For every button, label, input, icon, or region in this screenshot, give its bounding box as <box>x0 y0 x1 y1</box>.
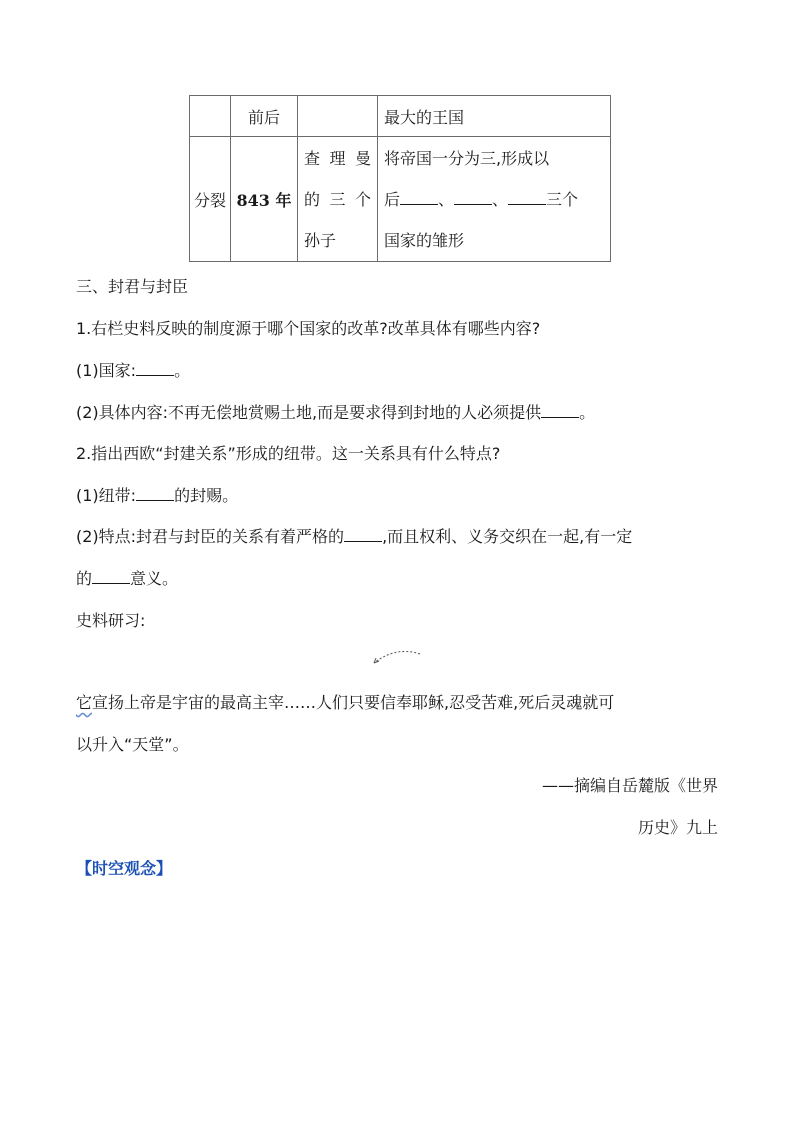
answer-2-2: (2)特点:封君与封臣的关系有着严格的 ,而且权利、义务交织在一起,有一定 <box>76 527 633 546</box>
answer-2-1: (1)纽带: 的封赐。 <box>76 486 239 505</box>
blank-line <box>541 403 579 418</box>
table-row <box>190 96 611 137</box>
answer-1-2: (2)具体内容:不再无偿地赏赐土地,而是要求得到封地的人必须提供 。 <box>76 403 596 422</box>
cell-line: 的三个 <box>304 189 371 209</box>
source-text-line1: 它宣扬上帝是宇宙的最高主宰……人们只要信奉耶稣,忍受苦难,死后灵魂就可 <box>76 693 615 712</box>
cell-line: 查理曼 <box>304 148 371 168</box>
study-label: 史料研习: <box>76 611 146 630</box>
blank-line <box>92 569 130 584</box>
table-cell: 分裂 <box>190 137 231 262</box>
question-2: 2.指出西欧“封建关系”形成的纽带。这一关系具有什么特点? <box>76 444 501 463</box>
curved-arrow-icon <box>368 648 424 668</box>
answer-2-2-cont: 的 意义。 <box>76 569 179 588</box>
table-cell <box>378 137 611 262</box>
blank-line <box>508 190 546 205</box>
table-cell: 前后 <box>231 96 298 137</box>
cell-line: 后 、 、 三个 <box>384 189 579 209</box>
blank-line <box>400 190 438 205</box>
blank-line <box>454 190 492 205</box>
history-table <box>189 95 611 262</box>
table-cell: 最大的王国 <box>378 96 611 137</box>
table-row <box>190 137 611 262</box>
cell-line: 孙子 <box>304 230 337 250</box>
blank-line <box>344 527 382 542</box>
table-cell <box>190 96 231 137</box>
source-text-line2: 以升入“天堂”。 <box>76 735 189 754</box>
bottom-tag: 【时空观念】 <box>76 859 173 878</box>
section-heading: 三、封君与封臣 <box>76 277 189 296</box>
blank-line <box>136 486 174 501</box>
table-cell <box>298 96 378 137</box>
citation-line2: 历史》九上 <box>637 818 718 837</box>
table-cell <box>298 137 378 262</box>
cell-line: 将帝国一分为三,形成以 <box>384 148 550 168</box>
citation-line1: ——摘编自岳麓版《世界 <box>541 776 718 795</box>
cell-line: 国家的雏形 <box>384 230 465 250</box>
table-cell: 843 年 <box>231 137 298 262</box>
question-1: 1.右栏史料反映的制度源于哪个国家的改革?改革具体有哪些内容? <box>76 319 541 338</box>
answer-1-1: (1)国家: 。 <box>76 361 191 380</box>
blank-line <box>136 361 174 376</box>
